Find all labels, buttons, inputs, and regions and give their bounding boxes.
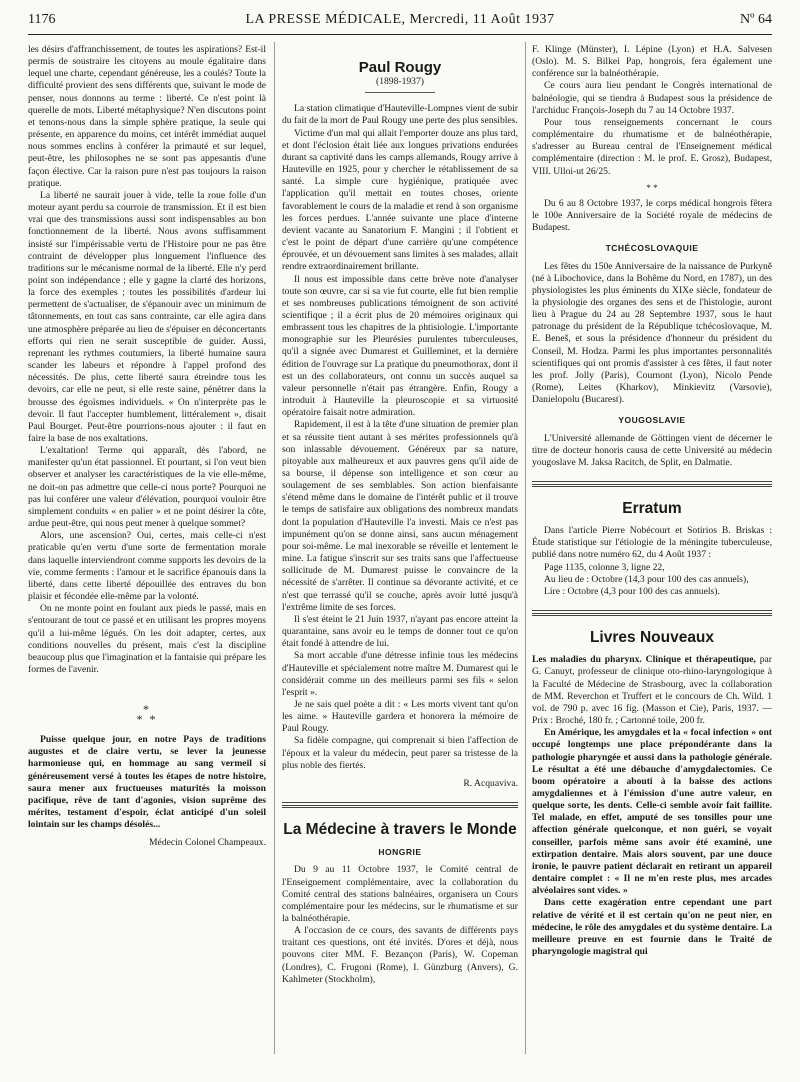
divider — [532, 481, 772, 482]
divider — [282, 802, 518, 803]
issue-number: Nº 64 — [740, 12, 772, 27]
paragraph: L'Université allemande de Göttingen vient de décerner le titre de docteur honoris causa de cette Université au médecin yougoslave M. Jaksa Racitch, de Split, en Dalmatie. — [532, 432, 772, 468]
obituary-signature: R. Acquaviva. — [463, 777, 518, 789]
divider — [365, 92, 435, 93]
divider — [532, 610, 772, 611]
obituary-dates: (1898-1937) — [376, 76, 424, 88]
signature: Médecin Colonel Champeaux. — [149, 837, 266, 849]
paragraph: Du 6 au 8 Octobre 1937, le corps médical hongrois fêtera le 100e Anniversaire de la Société royale de médecins de Budapest. — [532, 197, 772, 234]
erratum-line: Lire : Octobre (4,3 pour 100 des cas annuels). — [544, 585, 720, 597]
paragraph: Victime d'un mal qui allait l'emporter douze ans plus tard, et dont l'éclosion était liée aux longues privations endurées durant sa captivité dans les camps allemands, Rougy arrive à Hauteville en 1925, pour y chercher le rétablissement de sa santé. La simple cure hygiénique, pratiquée avec l'application qu'il mettait en toutes choses, oriente favorablement le cours de la maladie et rend à son organisme les forces perdues. L'année suivante une place d'interne devient vacante au Sanatorium F. Mangini ; il l'obtient et c'est le point de départ d'une carrière qu'une compétence éprouvée, et un dévouement sans limites à ses malades, allait rendre extraordinairement brillante. — [282, 127, 518, 273]
paragraph: Rapidement, il est à la tête d'une situation de premier plan et sa réussite tient autant à ses mérites professionnels qu'à son inlassable dévouement. Généreux par sa nature, pitoyable aux malheureux et aux pauvres gens qu'il aide de sa bourse, il dépense son intelligence et son cœur au soulagement de ses semblables. Son action bienfaisante s'étend même dans le domaine de l'intérêt public et il trouve le temps de satisfaire aux obligations des nombreux mandats dont la population d'Hauteville l'a investi. Mais ce n'est pas impunément qu'on se donne ainsi, sans aucun ménagement pour soi-même. Le mal inexorable se réveille et lentement le mine. La fatigue s'inscrit sur ses traits sans que l'affectueuse sollicitude de M. Dumarest puisse le convaincre de la nécessité de s'arrêter. Il continue sa dévorante activité, et ce n'est que terrassé qu'il se couche, après avoir lutté jusqu'à l'extrême limite de ses forces. — [282, 419, 518, 613]
obituary-name: Paul Rougy — [358, 59, 442, 76]
column-divider — [525, 42, 526, 1054]
paragraph: Alors, une ascension? Oui, certes, mais celle-ci n'est praticable qu'en vertu d'une sorte de fermentation morale dans laquelle interviendront comme supports les devoirs de la vie, comme ferments : l'amour et le sacrifice épanouis dans la liberté, dans cette liberté dépouillée des entraves du bon plaisir et fécondée elle-même par la volonté. — [28, 530, 266, 603]
paragraph: On ne monte point en foulant aux pieds le passé, mais en s'entourant de tout ce passé et en utilisant les propres moyens qu'il a lui-même légués. On les doit adapter, certes, aux conditions nouvelles du présent, mais c'est la discipline beaucoup plus que l'imagination et la fantaisie qui prépare les formes de l'avenir. — [28, 603, 266, 675]
erratum-line: Au lieu de : Octobre (14,3 pour 100 des cas annuels), — [544, 573, 749, 585]
closing-paragraph: Puisse quelque jour, en notre Pays de traditions augustes et de claire vertu, se lever la jeunesse harmonieuse qui, en hommage au sang vermeil si généreusement versé à toutes les étapes de notre histoire, saura mener aux fructueuses maturités la moisson pacifique, rêve de tant d'agonies, vision suprême des mérites, testament d'espoir, éclat anticipé d'un soleil lointain sur les champs désolés... — [28, 734, 266, 831]
paragraph: Du 9 au 11 Octobre 1937, le Comité central de l'Enseignement complémentaire, avec la collaboration du Comité central des stations balnéaires, organisera un Cours complémentaire pour les médecins, sur le rhumatisme et sur la balnéothérapie. — [282, 864, 518, 924]
divider — [532, 484, 772, 487]
erratum-title: Erratum — [622, 500, 682, 517]
paragraph: Pour tous renseignements concernant le cours complémentaire du rhumatisme et de balnéothérapie, s'adresser au Bureau central de l'Enseignement médical complémentaire (direction : M. le prof. E. Grosz), Budapest, VIII. Ulloi-ut 26/25. — [532, 116, 772, 177]
page-header — [28, 12, 772, 34]
paragraph: La liberté ne saurait jouer à vide, telle la roue folle d'un moteur ayant perdu sa courroie de transmission. Et il est bien vrai que des transmissions aussi sont indispensables au bon fonctionnement de la liberté. Nous avons suffisamment insisté sur l'impérissable vertu de l'Histoire pour ne pas être contraint de développer plus longuement l'influence des traditions sur le mécanisme normal de la liberté. Elle n'y perd point son indépendance ; elle y gagne la clarté des horizons, la force des exemples ; toutes les possibilités d'ardeur lui permettent de s'actualiser, de s'épanouir avec un minimum de tâtonnements, en tout cas sans contrainte, car elle agira dans une atmosphère préparée au lieu de s'épuiser en déconcertants efforts qui rien ne serait susceptible de guider. Aussi, reprenant les rythmes coutumiers, la liberté humaine saura scander les labeurs et répondre à l'appel profond des nécessités. De plus, cette liberté saura étreindre tous les devoirs, car elle ne peut, si elle reste saine, pénétrer dans la brousse des égoïsmes individuels. « On n'interprète pas le devoir. Il faut l'accepter humblement, littéralement », disait Paul Bourget. Peut-être pourrions-nous ajouter : il faut en faire la base de nos exaltations. — [28, 189, 266, 444]
paragraph: Il s'est éteint le 21 Juin 1937, n'ayant pas encore atteint la quarantaine, sans avoir eu le temps de donner tout ce qu'on était fondé à attendre de lui. — [282, 613, 518, 650]
paragraph: L'exaltation! Terme qui apparaît, dès l'abord, ne manifester qu'un état passionnel. Et pourtant, si l'on veut bien observer et analyser les caractéristiques de la vie elle-même, ne doit-on pas admettre que celle-ci nous porte? Pourquoi ne pas lui conférer une valeur d'élévation, pourquoi vouloir être simplement conduits « en palier » et ne point désirer la côte, ardue peut-être, qui nous peut mener à quelque sommet? — [28, 445, 266, 530]
subsection-title: TCHÉCOSLOVAQUIE — [605, 243, 699, 254]
separator-asterisks: * * — [646, 182, 658, 193]
paragraph: Les fêtes du 150e Anniversaire de la naissance de Purkyně (né à Libochovice, dans la Bohême du Nord, en 1787), un des physiologistes les plus éminents du XIXe siècle, fondateur de la physiologie des organes des sens et de l'histologie, auront lieu à Prague du 24 au 28 Septembre 1937, sous le haut patronage du président de la République tchécoslovaque, M. E. Beneš, et sous la présidence d'honneur du président du Conseil, M. Hodza. Parmi les plus importantes personnalités scientifiques qui ont promis d'assister à ces fêtes, il faut noter les prof. Jolly (Paris), Cournont (Lyon), Nicolo Pende (Rome), Leites (Kharkov), Minkievitz (Varsovie), Danielopolu (Bucarest). — [532, 260, 772, 406]
paragraph: Dans cette exagération entre cependant une part relative de vérité et il est certain qu'on ne peut nier, en médecine, le rôle des amygdales et du système dentaire. La meilleure preuve en est fournie dans le Traité de pharyngologie magistral qui — [532, 897, 772, 957]
book-title: Les maladies du pharynx. Clinique et thérapeutique, — [532, 654, 756, 666]
books-section-title: Livres Nouveaux — [589, 629, 715, 647]
page-number: 1176 — [28, 12, 56, 27]
paragraph: Sa mort accable d'une détresse infinie tous les médecins d'Hauteville et spécialement notre maître M. Dumarest qui le considérait comme un des meilleurs parmi ses fils « selon l'esprit ». — [282, 650, 518, 698]
paragraph: En Amérique, les amygdales et la « focal infection » ont occupé longtemps une place prépondérante dans la pathologie pharyngée et aussi dans la pathologie générale. Le résultat a été une débauche d'amygdalectomies. Ce boom opératoire a abouti à la baisse des actions amygdaliennes et à l'émission d'une autre valeur, en quelque sorte, les dents. Celle-ci semble avoir fait faillite. Tel malade, en effet, amputé de ses tonsilles pour une affection générale quelconque, et non guéri, se voyait conseiller, parfois même sans avoir été examiné, une extirpation dentaire. Mais alors souvent, par une douce ironie, le pauvre patient déclarait en retirant un appareil dentaire complet : « Il ne m'en reste plus, mes arcades alvéolaires sont vides. » — [532, 727, 772, 897]
column-3 — [532, 44, 772, 1064]
paragraph: Dans l'article Pierre Nobécourt et Sotirios B. Briskas : Étude statistique sur l'étiologie de la méningite tuberculeuse, publié dans notre numéro 62, du 4 Août 1937 : — [532, 525, 772, 561]
paragraph: Ce cours aura lieu pendant le Congrès international de balnéologie, qui se tiendra à Budapest sous la présidence de l'archiduc François-Joseph du 7 au 14 Octobre 1937. — [532, 80, 772, 116]
paragraph: Je ne sais quel poète a dit : « Les morts vivent tant qu'on les aime. » Hauteville gardera et honorera la mémoire de Paul Rougy. — [282, 698, 518, 735]
paragraph: La station climatique d'Hauteville-Lompnes vient de subir du fait de la mort de Paul Rougy une perte des plus sensibles. — [282, 103, 518, 127]
header-rule — [28, 34, 772, 35]
subsection-title: HONGRIE — [378, 847, 422, 858]
book-details: par G. Canuyt, professeur de clinique oto-rhino-laryngologique à la Faculté de Médecine de Strasbourg, avec la collaboration de MM. Reverchon et Truffert et le concours de Ch. Wild. 1 vol. de 790 p. avec 16 fig. (Masson et Cie), Paris, 1937. — Prix : Broché, 180 fr. ; Cartonné toile, 200 fr. — [532, 654, 772, 727]
paragraph: Sa fidèle compagne, qui comprenait si bien l'affection de l'époux et la valeur du médecin, peut parer sa tristesse de la plus noble des fiertés. — [282, 735, 518, 771]
section-title: La Médecine à travers le Monde — [283, 821, 517, 839]
paragraph: A l'occasion de ce cours, des savants de différents pays traitant ces questions, ont été invités. D'ores et déjà, nous pouvons citer MM. F. Bezançon (Paris), W. Copeman (Londres), C. Frugoni (Rome), I. Günzburg (Anvers), G. Kahlmeter (Stockholm), — [282, 925, 518, 985]
column-divider — [274, 42, 275, 1054]
book-entry — [532, 654, 772, 727]
journal-title: LA PRESSE MÉDICALE, Mercredi, 11 Août 1937 — [245, 12, 555, 27]
paragraph: F. Klinge (Münster), I. Lépine (Lyon) et H.A. Salvesen (Oslo). M. S. Bilkei Pap, hongrois, fera également une conférence sur la balnéothérapie. — [532, 44, 772, 80]
column-2 — [282, 44, 518, 1064]
divider — [282, 805, 518, 808]
separator-asterisks: * * * — [136, 702, 158, 727]
subsection-title: YOUGOSLAVIE — [618, 415, 686, 426]
paragraph: Il nous est impossible dans cette brève note d'analyser toute son œuvre, car si sa vie fut courte, elle fut bien remplie et ses nombreuses publications témoignent de son activité scientifique ; il a écrit plus de 20 mémoires originaux qui embrassent tous les chapitres de la phtisiologie. L'importante monographie sur les Pleurésies purulentes tuberculeuses, qu'il a signée avec Dumarest et Guilleminet, et la dernière édition de l'ouvrage sur La pratique du pneumothorax, dont il est un des collaborateurs, ont connu un succès auquel sa valeur personnelle n'était pas étrangère. Enfin, Rougy a introduit à Hauteville la pleuroscopie et sa virtuosité opératoire faisait notre admiration. — [282, 273, 518, 419]
erratum-line: Page 1135, colonne 3, ligne 22, — [544, 561, 665, 573]
column-1 — [28, 44, 266, 1044]
divider — [532, 613, 772, 616]
paragraph: les désirs d'affranchissement, de toutes les aspirations? Est-il permis de soustraire les citoyens au moule égalitaire dans lequel une charte, cependant généreuse, les a coulés? Toute la difficulté provient des sens différents que, suivant le mode de penser, nous donnons au terme : liberté. Ce n'est point là querelle de mots. Liberté métaphysique? N'en discutons point et tenons-nous dans la simple sphère pratique, la seule qui présente, en apparence du moins, cet intérêt immédiat auquel nous sommes enclins à conférer la primauté et sur lequel, peut-être, les philosophes ne se sont pas appesantis d'une façon élective. Car la raison pure n'est pas toujours la raison pratique. — [28, 44, 266, 189]
